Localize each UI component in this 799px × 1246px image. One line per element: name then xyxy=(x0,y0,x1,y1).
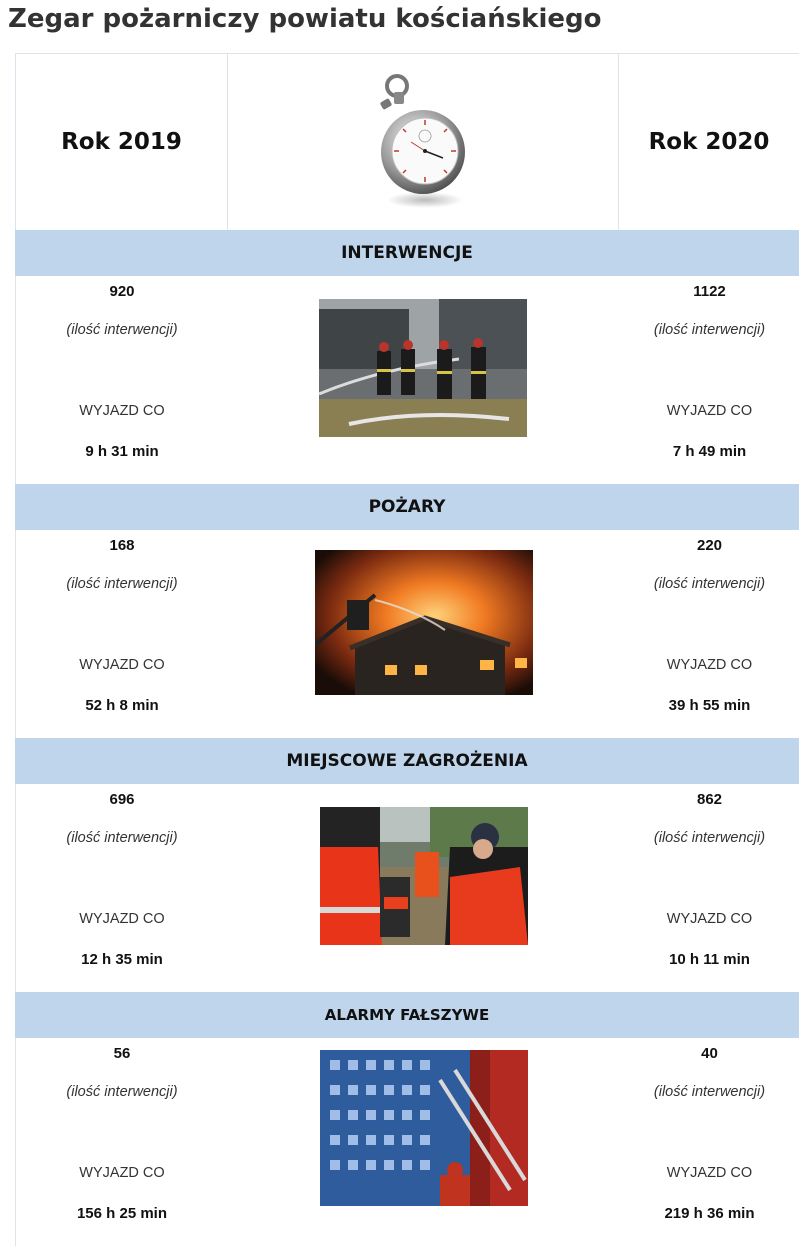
dispatch-interval-2019: 9 h 31 min xyxy=(85,443,159,460)
dispatch-interval-2019: 156 h 25 min xyxy=(76,1205,168,1222)
count-2019: 696 xyxy=(109,791,135,808)
count-2020: 1122 xyxy=(693,283,726,300)
section-header-alarmy-falszywe: ALARMY FAŁSZYWE xyxy=(15,992,799,1038)
dispatch-label: WYJAZD CO xyxy=(79,657,165,673)
stopwatch-icon xyxy=(373,72,473,212)
section-row-interwencje xyxy=(15,276,799,484)
count-2019: 920 xyxy=(109,283,135,300)
firefighters-photo xyxy=(319,299,527,437)
count-2019: 56 xyxy=(113,1045,131,1062)
count-2020: 40 xyxy=(701,1045,718,1062)
count-caption: (ilość interwencji) xyxy=(653,1084,766,1100)
section-header-interwencje: INTERWENCJE xyxy=(15,230,799,276)
dispatch-interval-2019: 12 h 35 min xyxy=(81,951,163,968)
house-fire-photo xyxy=(315,550,533,695)
section-row-alarmy-falszywe xyxy=(15,1038,799,1246)
page-title: Zegar pożarniczy powiatu kościańskiego xyxy=(8,4,602,34)
dispatch-interval-2020: 7 h 49 min xyxy=(672,443,747,460)
section-header-miejscowe-zagrozenia: MIEJSCOWE ZAGROŻENIA xyxy=(15,738,799,784)
stopwatch-cell xyxy=(227,54,618,230)
dispatch-interval-2020: 39 h 55 min xyxy=(668,697,751,714)
fire-clock-table xyxy=(15,53,799,1246)
year-left: Rok 2019 xyxy=(61,129,182,155)
section-header-pozary: POŻARY xyxy=(15,484,799,530)
count-caption: (ilość interwencji) xyxy=(653,322,766,338)
header-row xyxy=(15,53,799,230)
dispatch-label: WYJAZD CO xyxy=(79,403,165,419)
building-ladder-photo xyxy=(320,1050,528,1206)
section-row-miejscowe-zagrozenia xyxy=(15,784,799,992)
count-2020: 862 xyxy=(696,791,723,808)
dispatch-label: WYJAZD CO xyxy=(666,911,753,927)
flood-rescue-photo xyxy=(320,807,528,945)
dispatch-label: WYJAZD CO xyxy=(666,1165,753,1181)
year-left-cell xyxy=(15,54,227,230)
count-caption: (ilość interwencji) xyxy=(66,1084,178,1100)
year-right-cell xyxy=(618,54,799,230)
count-2020: 220 xyxy=(696,537,723,554)
dispatch-label: WYJAZD CO xyxy=(79,1165,165,1181)
count-2019: 168 xyxy=(109,537,135,554)
count-caption: (ilość interwencji) xyxy=(66,830,178,846)
count-caption: (ilość interwencji) xyxy=(66,576,178,592)
count-caption: (ilość interwencji) xyxy=(653,830,766,846)
dispatch-interval-2019: 52 h 8 min xyxy=(85,697,159,714)
section-row-pozary xyxy=(15,530,799,738)
count-caption: (ilość interwencji) xyxy=(66,322,178,338)
year-right: Rok 2020 xyxy=(648,129,770,155)
dispatch-interval-2020: 10 h 11 min xyxy=(669,951,750,968)
dispatch-interval-2020: 219 h 36 min xyxy=(664,1205,755,1222)
dispatch-label: WYJAZD CO xyxy=(666,657,753,673)
dispatch-label: WYJAZD CO xyxy=(666,403,753,419)
count-caption: (ilość interwencji) xyxy=(653,576,766,592)
dispatch-label: WYJAZD CO xyxy=(79,911,165,927)
